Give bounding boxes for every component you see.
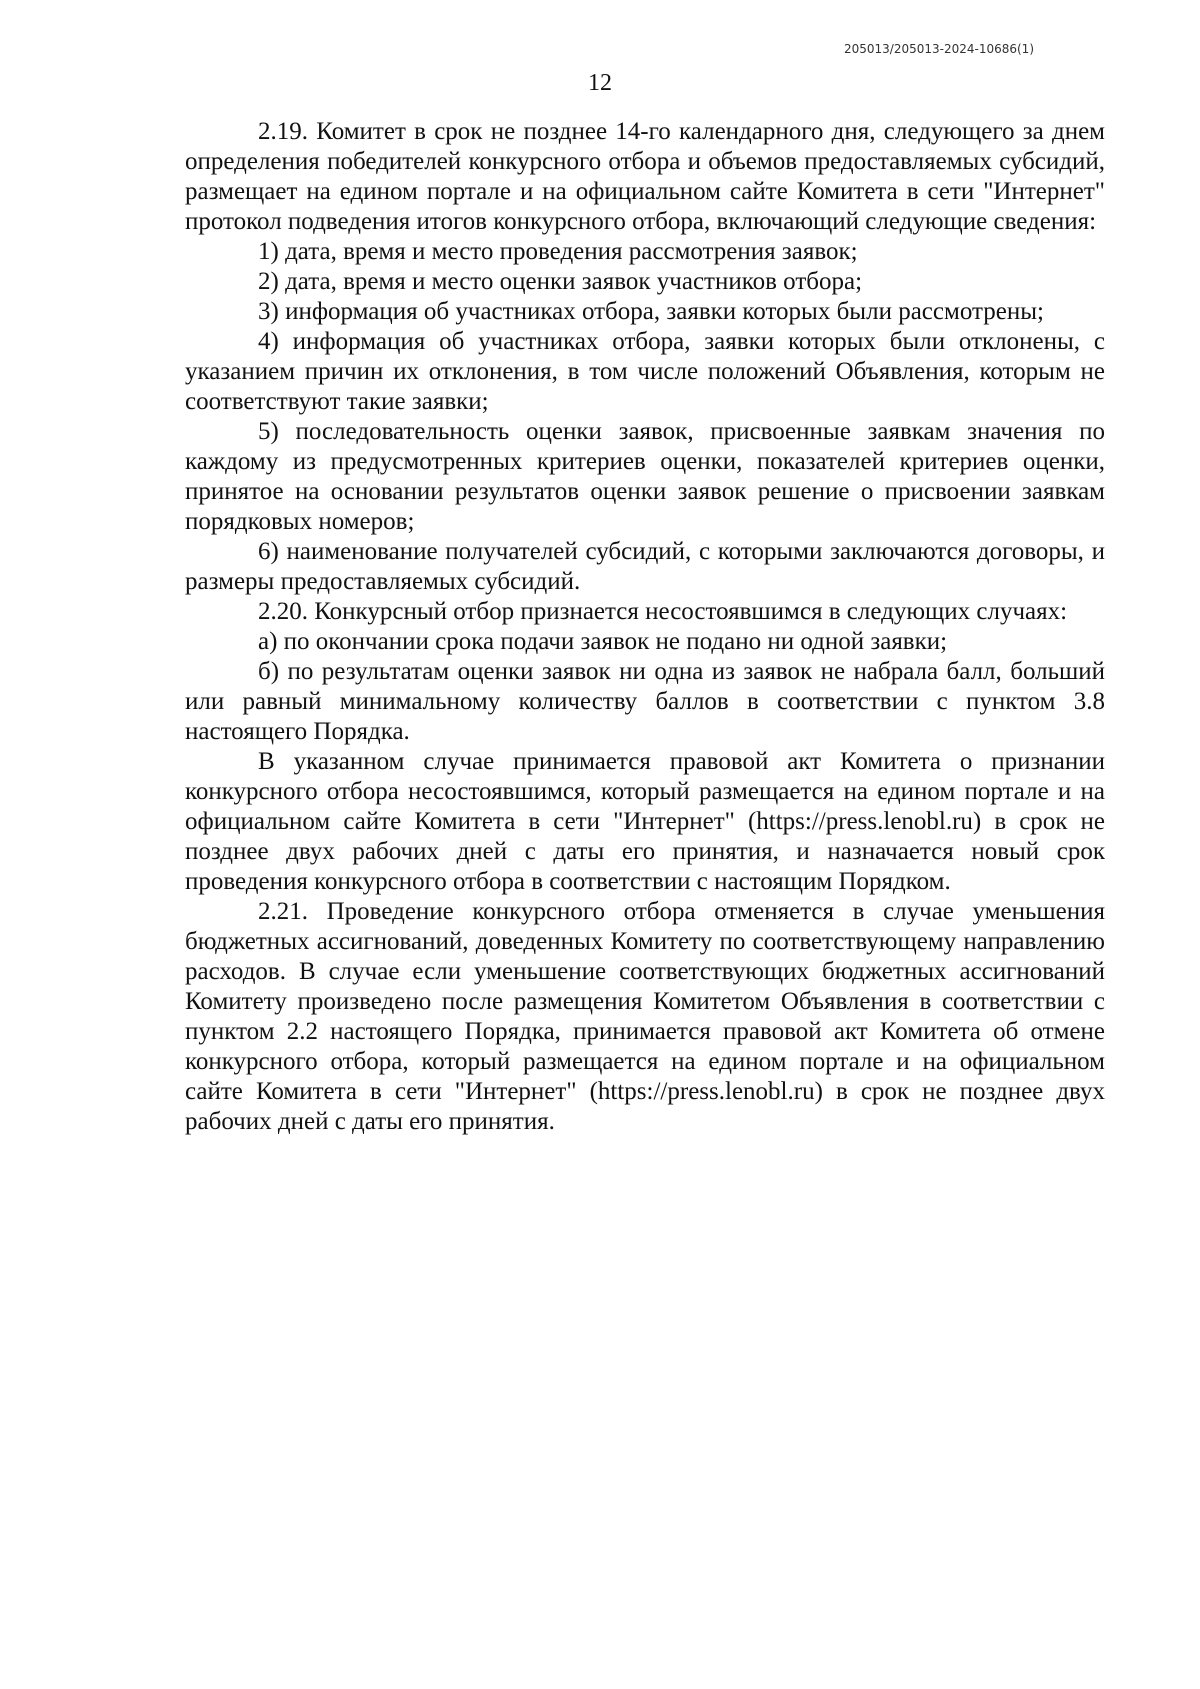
document-id: 205013/205013-2024-10686(1) (843, 42, 1034, 56)
paragraph-legal-act: В указанном случае принимается правовой акт Комитета о признании конкурсного отбора несостоявшимся, который размещается на едином портале и на официальном сайте Комитета в сети "Интернет" (https://press.lenobl.ru) в срок не позднее двух рабочих дней с даты его принятия, и назначается новый срок проведения конкурсного отбора в соответствии с настоящим Порядком. (185, 748, 1105, 895)
list-item-2: 2) дата, время и место оценки заявок участников отбора; (258, 268, 863, 295)
page-number: 12 (588, 70, 612, 96)
list-item-a: а) по окончании срока подачи заявок не подано ни одной заявки; (258, 628, 948, 655)
paragraph-2-21: 2.21. Проведение конкурсного отбора отменяется в случае уменьшения бюджетных ассигнований, доведенных Комитету по соответствующему направлению расходов. В случае если уменьшение соответствующих бюджетных ассигнований Комитету произведено после размещения Комитетом Объявления в соответствии с пунктом 2.2 настоящего Порядка, принимается правовой акт Комитета об отмене конкурсного отбора, который размещается на едином портале и на официальном сайте Комитета в сети "Интернет" (https://press.lenobl.ru) в срок не позднее двух рабочих дней с даты его принятия. (185, 898, 1105, 1135)
list-item-6: 6) наименование получателей субсидий, с которыми заключаются договоры, и размеры предоставляемых субсидий. (185, 538, 1105, 595)
document-body (185, 117, 1105, 1137)
list-item-1: 1) дата, время и место проведения рассмотрения заявок; (258, 238, 858, 265)
list-item-4: 4) информация об участниках отбора, заявки которых были отклонены, с указанием причин их отклонения, в том числе положений Объявления, которым не соответствуют такие заявки; (185, 328, 1105, 415)
list-item-b: б) по результатам оценки заявок ни одна из заявок не набрала балл, больший или равный минимальному количеству баллов в соответствии с пунктом 3.8 настоящего Порядка. (185, 658, 1105, 745)
list-item-3: 3) информация об участниках отбора, заявки которых были рассмотрены; (258, 298, 1044, 325)
paragraph-2-20: 2.20. Конкурсный отбор признается несостоявшимся в следующих случаях: (258, 598, 1068, 625)
list-item-5: 5) последовательность оценки заявок, присвоенные заявкам значения по каждому из предусмотренных критериев оценки, показателей критериев оценки, принятое на основании результатов оценки заявок решение о присвоении заявкам порядковых номеров; (185, 418, 1105, 535)
paragraph-2-19: 2.19. Комитет в срок не позднее 14-го календарного дня, следующего за днем определения победителей конкурсного отбора и объемов предоставляемых субсидий, размещает на едином портале и на официальном сайте Комитета в сети "Интернет" протокол подведения итогов конкурсного отбора, включающий следующие сведения: (185, 118, 1105, 235)
